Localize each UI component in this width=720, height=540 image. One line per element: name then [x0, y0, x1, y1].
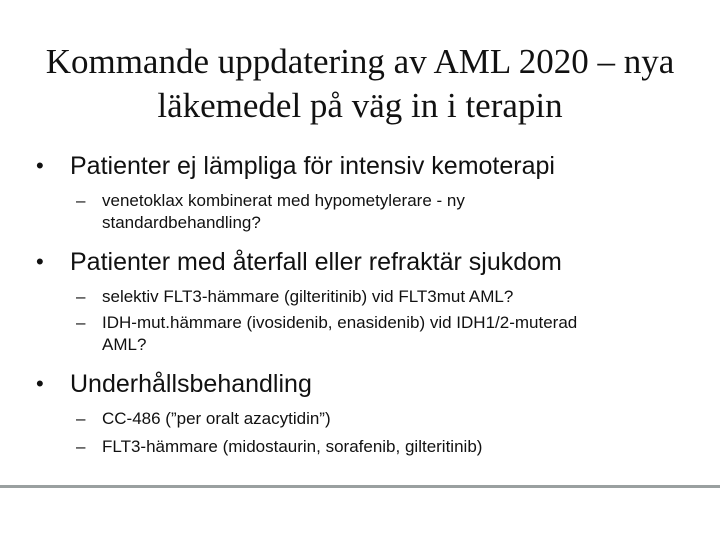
bullet-heading-text: Underhållsbehandling — [70, 370, 312, 398]
sub-bullet-text: venetoklax kombinerat med hypometylerare - ny — [102, 191, 465, 210]
sub-bullet — [36, 408, 696, 430]
sub-bullet — [36, 436, 696, 458]
bullet-heading-text: Patienter med återfall eller refraktär sjukdom — [70, 248, 562, 276]
bullet-heading — [36, 368, 696, 400]
sub-bullet-text: CC-486 (”per oralt azacytidin”) — [102, 409, 331, 428]
sub-bullet — [36, 286, 696, 308]
bullet-dot: • — [36, 249, 44, 274]
sub-bullet-dash: – — [76, 409, 86, 428]
sub-bullet — [36, 190, 696, 234]
sub-bullet-text: FLT3-hämmare (midostaurin, sorafenib, gilteritinib) — [102, 437, 483, 456]
footer-divider — [0, 485, 720, 488]
bullet-heading — [36, 246, 696, 278]
sub-bullet-text: IDH-mut.hämmare (ivosidenib, enasidenib) vid IDH1/2-muterad — [102, 313, 578, 332]
slide-title — [20, 40, 700, 128]
bullet-dot: • — [36, 153, 44, 178]
bullet-dot: • — [36, 371, 44, 396]
bullet-heading-text: Patienter ej lämpliga för intensiv kemoterapi — [70, 152, 555, 180]
sub-bullet-dash: – — [76, 313, 86, 332]
title-line-1: Kommande uppdatering av AML 2020 – nya — [45, 42, 675, 81]
sub-bullet-text-cont: AML? — [102, 335, 147, 354]
sub-bullet-dash: – — [76, 191, 86, 210]
sub-bullet — [36, 312, 696, 356]
title-line-2: läkemedel på väg in i terapin — [157, 86, 563, 125]
bullet-list — [36, 150, 696, 458]
sub-bullet-text: selektiv FLT3-hämmare (gilteritinib) vid FLT3mut AML? — [102, 287, 514, 306]
sub-bullet-dash: – — [76, 287, 86, 306]
sub-bullet-dash: – — [76, 437, 86, 456]
bullet-heading — [36, 150, 696, 182]
sub-bullet-text-cont: standardbehandling? — [102, 213, 261, 232]
